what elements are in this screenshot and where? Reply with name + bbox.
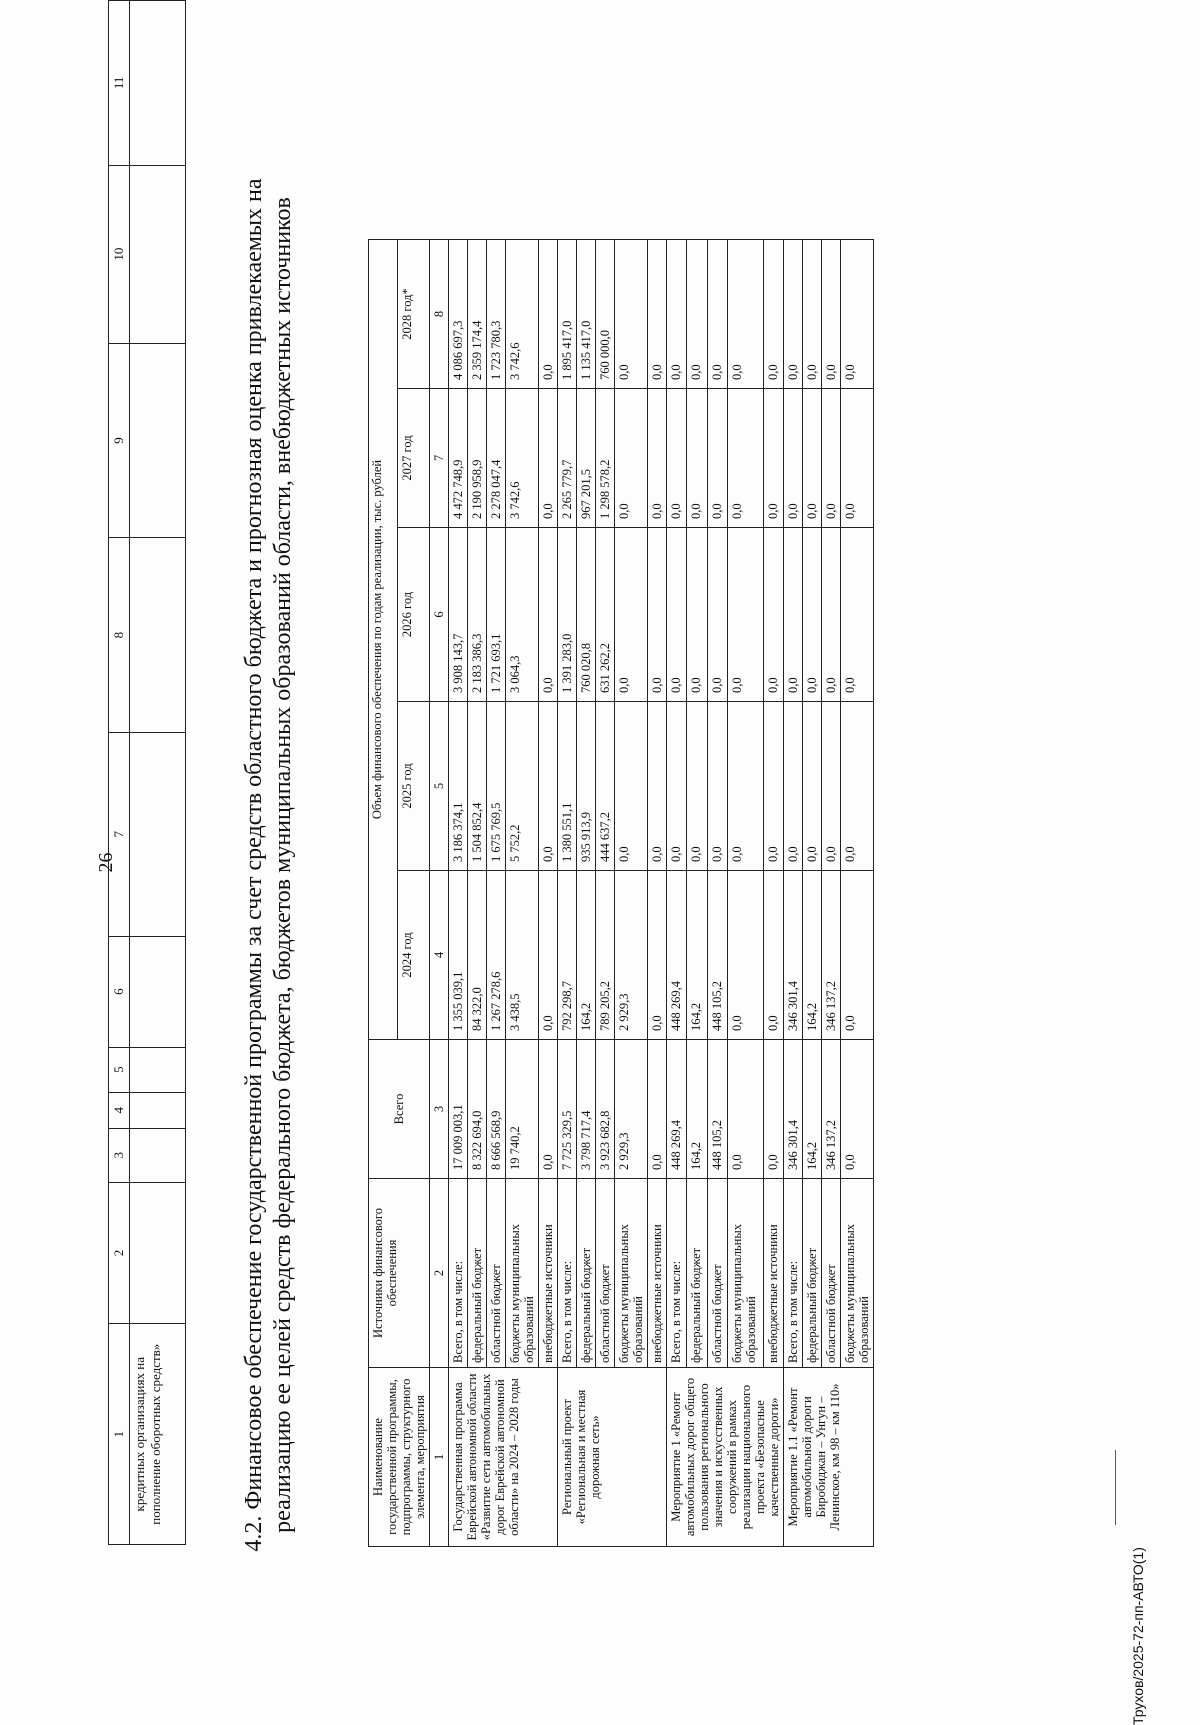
column-number: 5 xyxy=(430,702,449,871)
amount-cell: 3 438,5 xyxy=(506,871,539,1040)
funding-source: бюджеты муниципальных образований xyxy=(841,1179,874,1368)
header-year: 2027 год xyxy=(397,389,429,528)
amount-cell: 4 086 697,3 xyxy=(449,240,468,389)
program-name: Мероприятие 1 «Ремонт автомобильных дорог общего пользования регионального значения и искусственных сооружений в рамках реализации национального проекта «Безопасные качественные дороги» xyxy=(667,1368,784,1547)
header-name: Наименование государственной программы, подпрограммы, структурного элемента, мероприятия xyxy=(369,1368,430,1547)
continued-header-cell: 9 xyxy=(109,343,130,538)
table-row xyxy=(449,240,468,1547)
amount-cell: 0,0 xyxy=(784,528,803,702)
continued-table-row xyxy=(130,1,186,1545)
header-volume: Объем финансового обеспечения по годам реализации, тыс. рублей xyxy=(369,240,398,1040)
amount-cell: 760 020,8 xyxy=(577,528,596,702)
table-row xyxy=(487,240,506,1547)
funding-source: внебюджетные источники xyxy=(763,1179,783,1368)
amount-cell: 0,0 xyxy=(539,528,558,702)
amount-cell: 760 000,0 xyxy=(596,240,615,389)
amount-cell: 0,0 xyxy=(841,702,874,871)
amount-cell: 1 355 039,1 xyxy=(449,871,468,1040)
amount-cell: 3 742,6 xyxy=(506,389,539,528)
amount-cell: 3 742,6 xyxy=(506,240,539,389)
continued-table xyxy=(108,0,186,1545)
amount-cell: 0,0 xyxy=(763,528,783,702)
amount-cell: 17 009 003,1 xyxy=(449,1040,468,1179)
amount-cell: 2 359 174,4 xyxy=(468,240,487,389)
margin-mark xyxy=(1115,1450,1116,1525)
amount-cell: 0,0 xyxy=(803,702,822,871)
funding-source: областной бюджет xyxy=(822,1179,841,1368)
column-number: 2 xyxy=(430,1179,449,1368)
amount-cell: 792 298,7 xyxy=(558,871,577,1040)
amount-cell: 0,0 xyxy=(687,702,707,871)
amount-cell: 0,0 xyxy=(728,389,763,528)
amount-cell: 0,0 xyxy=(784,240,803,389)
amount-cell: 1 298 578,2 xyxy=(596,389,615,528)
continued-header-cell: 10 xyxy=(109,165,130,343)
header-year: 2028 год* xyxy=(397,240,429,389)
amount-cell: 346 137,2 xyxy=(822,871,841,1040)
document-footer: Трухов/2025-72-пп-АВТО(1) xyxy=(1130,1547,1146,1725)
amount-cell: 448 269,4 xyxy=(667,871,687,1040)
amount-cell: 0,0 xyxy=(667,389,687,528)
table-row xyxy=(596,240,615,1547)
amount-cell: 0,0 xyxy=(615,240,648,389)
continued-header-cell: 8 xyxy=(109,538,130,733)
amount-cell: 0,0 xyxy=(648,528,667,702)
table-row xyxy=(784,240,803,1547)
amount-cell: 0,0 xyxy=(687,240,707,389)
table-row xyxy=(687,240,707,1547)
amount-cell: 2 265 779,7 xyxy=(558,389,577,528)
amount-cell: 1 267 278,6 xyxy=(487,871,506,1040)
column-number: 3 xyxy=(430,1040,449,1179)
amount-cell: 0,0 xyxy=(539,240,558,389)
amount-cell: 0,0 xyxy=(803,528,822,702)
header-source: Источники финансового обеспечения xyxy=(369,1179,430,1368)
continued-header-cell: 3 xyxy=(109,1128,130,1182)
amount-cell: 0,0 xyxy=(615,389,648,528)
program-name: Государственная программа Еврейской автономной области «Развитие сети автомобильных дорог Еврейской автономной области» на 2024 – 2028 годы xyxy=(449,1368,558,1547)
amount-cell: 346 301,4 xyxy=(784,871,803,1040)
amount-cell: 0,0 xyxy=(648,702,667,871)
continued-header-cell: 6 xyxy=(109,936,130,1047)
amount-cell: 3 064,3 xyxy=(506,528,539,702)
amount-cell: 346 137,2 xyxy=(822,1040,841,1179)
amount-cell: 0,0 xyxy=(841,389,874,528)
amount-cell: 8 322 694,0 xyxy=(468,1040,487,1179)
amount-cell: 935 913,9 xyxy=(577,702,596,871)
funding-source: федеральный бюджет xyxy=(468,1179,487,1368)
header-year: 2026 год xyxy=(397,528,429,702)
amount-cell: 0,0 xyxy=(707,528,727,702)
continued-header-cell: 1 xyxy=(109,1324,130,1545)
page-number: 26 xyxy=(95,852,117,873)
header-year: 2024 год xyxy=(397,871,429,1040)
amount-cell: 0,0 xyxy=(763,702,783,871)
amount-cell: 0,0 xyxy=(648,389,667,528)
amount-cell: 2 278 047,4 xyxy=(487,389,506,528)
column-number: 7 xyxy=(430,389,449,528)
program-name: Региональный проект «Региональная и местная дорожная сеть» xyxy=(558,1368,667,1547)
amount-cell: 0,0 xyxy=(707,702,727,871)
amount-cell: 0,0 xyxy=(803,389,822,528)
amount-cell: 0,0 xyxy=(763,1040,783,1179)
amount-cell: 2 929,3 xyxy=(615,1040,648,1179)
table-row xyxy=(763,240,783,1547)
column-number: 6 xyxy=(430,528,449,702)
amount-cell: 0,0 xyxy=(707,389,727,528)
program-name: Мероприятие 1.1 «Ремонт автомобильной дороги Биробиджан – Унгун – Ленинское, км 98 – км 110» xyxy=(784,1368,874,1547)
amount-cell: 8 666 568,9 xyxy=(487,1040,506,1179)
amount-cell: 84 322,0 xyxy=(468,871,487,1040)
header-row xyxy=(369,240,398,1547)
amount-cell: 0,0 xyxy=(728,702,763,871)
funding-source: областной бюджет xyxy=(487,1179,506,1368)
funding-source: областной бюджет xyxy=(596,1179,615,1368)
amount-cell: 448 269,4 xyxy=(667,1040,687,1179)
header-total: Всего xyxy=(369,1040,430,1179)
amount-cell: 1 675 769,5 xyxy=(487,702,506,871)
table-row xyxy=(615,240,648,1547)
column-number: 1 xyxy=(430,1368,449,1547)
funding-source: федеральный бюджет xyxy=(577,1179,596,1368)
table-row xyxy=(667,240,687,1547)
amount-cell: 164,2 xyxy=(577,871,596,1040)
amount-cell: 2 190 958,9 xyxy=(468,389,487,528)
amount-cell: 0,0 xyxy=(763,871,783,1040)
continued-header-cell: 11 xyxy=(109,1,130,166)
amount-cell: 448 105,2 xyxy=(707,1040,727,1179)
funding-source: Всего, в том числе: xyxy=(667,1179,687,1368)
table-row xyxy=(558,240,577,1547)
amount-cell: 0,0 xyxy=(728,1040,763,1179)
funding-source: Всего, в том числе: xyxy=(558,1179,577,1368)
amount-cell: 0,0 xyxy=(784,389,803,528)
amount-cell: 967 201,5 xyxy=(577,389,596,528)
amount-cell: 2 929,3 xyxy=(615,871,648,1040)
funding-source: Всего, в том числе: xyxy=(784,1179,803,1368)
amount-cell: 1 504 852,4 xyxy=(468,702,487,871)
amount-cell: 0,0 xyxy=(803,240,822,389)
funding-source: федеральный бюджет xyxy=(687,1179,707,1368)
amount-cell: 0,0 xyxy=(539,702,558,871)
amount-cell: 1 135 417,0 xyxy=(577,240,596,389)
amount-cell: 0,0 xyxy=(728,871,763,1040)
amount-cell: 0,0 xyxy=(648,240,667,389)
amount-cell: 0,0 xyxy=(728,240,763,389)
amount-cell: 789 205,2 xyxy=(596,871,615,1040)
column-numbers-row xyxy=(430,240,449,1547)
amount-cell: 0,0 xyxy=(822,528,841,702)
amount-cell: 0,0 xyxy=(687,389,707,528)
amount-cell: 164,2 xyxy=(687,871,707,1040)
amount-cell: 164,2 xyxy=(803,1040,822,1179)
amount-cell: 444 637,2 xyxy=(596,702,615,871)
amount-cell: 1 723 780,3 xyxy=(487,240,506,389)
table-row xyxy=(707,240,727,1547)
table-row xyxy=(577,240,596,1547)
amount-cell: 0,0 xyxy=(822,240,841,389)
amount-cell: 0,0 xyxy=(707,240,727,389)
table-row xyxy=(841,240,874,1547)
column-number: 4 xyxy=(430,871,449,1040)
amount-cell: 2 183 386,3 xyxy=(468,528,487,702)
amount-cell: 0,0 xyxy=(539,1040,558,1179)
amount-cell: 0,0 xyxy=(615,528,648,702)
funding-source: внебюджетные источники xyxy=(539,1179,558,1368)
amount-cell: 3 798 717,4 xyxy=(577,1040,596,1179)
amount-cell: 0,0 xyxy=(763,389,783,528)
continued-table-header xyxy=(109,1,130,1545)
amount-cell: 0,0 xyxy=(822,389,841,528)
amount-cell: 5 752,2 xyxy=(506,702,539,871)
amount-cell: 631 262,2 xyxy=(596,528,615,702)
amount-cell: 0,0 xyxy=(648,871,667,1040)
table-row xyxy=(506,240,539,1547)
amount-cell: 0,0 xyxy=(667,240,687,389)
amount-cell: 0,0 xyxy=(667,702,687,871)
amount-cell: 4 472 748,9 xyxy=(449,389,468,528)
amount-cell: 0,0 xyxy=(841,1040,874,1179)
funding-source: федеральный бюджет xyxy=(803,1179,822,1368)
amount-cell: 0,0 xyxy=(784,702,803,871)
amount-cell: 346 301,4 xyxy=(784,1040,803,1179)
financing-table xyxy=(368,239,874,1547)
amount-cell: 0,0 xyxy=(822,702,841,871)
amount-cell: 0,0 xyxy=(539,871,558,1040)
table-row xyxy=(728,240,763,1547)
amount-cell: 0,0 xyxy=(763,240,783,389)
table-row xyxy=(822,240,841,1547)
amount-cell: 1 391 283,0 xyxy=(558,528,577,702)
continued-header-cell: 5 xyxy=(109,1047,130,1092)
section-title: 4.2. Финансовое обеспечение государственной программы за счет средств областного бюджета и прогнозная оценка привлекаемых на реализацию ее целей средств федерального бюджета, бюджетов муниципальных образований области, внебюджетных источников xyxy=(241,178,296,1552)
continued-header-cell: 2 xyxy=(109,1182,130,1324)
amount-cell: 3 186 374,1 xyxy=(449,702,468,871)
amount-cell: 3 908 143,7 xyxy=(449,528,468,702)
funding-source: внебюджетные источники xyxy=(648,1179,667,1368)
funding-source: бюджеты муниципальных образований xyxy=(506,1179,539,1368)
amount-cell: 19 740,2 xyxy=(506,1040,539,1179)
funding-source: областной бюджет xyxy=(707,1179,727,1368)
amount-cell: 0,0 xyxy=(667,528,687,702)
amount-cell: 3 923 682,8 xyxy=(596,1040,615,1179)
amount-cell: 1 721 693,1 xyxy=(487,528,506,702)
amount-cell: 448 105,2 xyxy=(707,871,727,1040)
table-row xyxy=(803,240,822,1547)
amount-cell: 164,2 xyxy=(803,871,822,1040)
amount-cell: 0,0 xyxy=(615,702,648,871)
continued-row-text: кредитных организациях на пополнение оборотных средств» xyxy=(130,1324,186,1545)
amount-cell: 1 380 551,1 xyxy=(558,702,577,871)
table-row xyxy=(539,240,558,1547)
table-row xyxy=(468,240,487,1547)
column-number: 8 xyxy=(430,240,449,389)
funding-source: бюджеты муниципальных образований xyxy=(615,1179,648,1368)
amount-cell: 7 725 329,5 xyxy=(558,1040,577,1179)
funding-source: бюджеты муниципальных образований xyxy=(728,1179,763,1368)
amount-cell: 0,0 xyxy=(841,871,874,1040)
continued-header-cell: 4 xyxy=(109,1092,130,1128)
amount-cell: 0,0 xyxy=(687,528,707,702)
amount-cell: 1 895 417,0 xyxy=(558,240,577,389)
amount-cell: 0,0 xyxy=(841,528,874,702)
amount-cell: 164,2 xyxy=(687,1040,707,1179)
amount-cell: 0,0 xyxy=(841,240,874,389)
table-row xyxy=(648,240,667,1547)
amount-cell: 0,0 xyxy=(648,1040,667,1179)
amount-cell: 0,0 xyxy=(728,528,763,702)
continued-header-cell: 7 xyxy=(109,733,130,937)
funding-source: Всего, в том числе: xyxy=(449,1179,468,1368)
header-year: 2025 год xyxy=(397,702,429,871)
amount-cell: 0,0 xyxy=(539,389,558,528)
